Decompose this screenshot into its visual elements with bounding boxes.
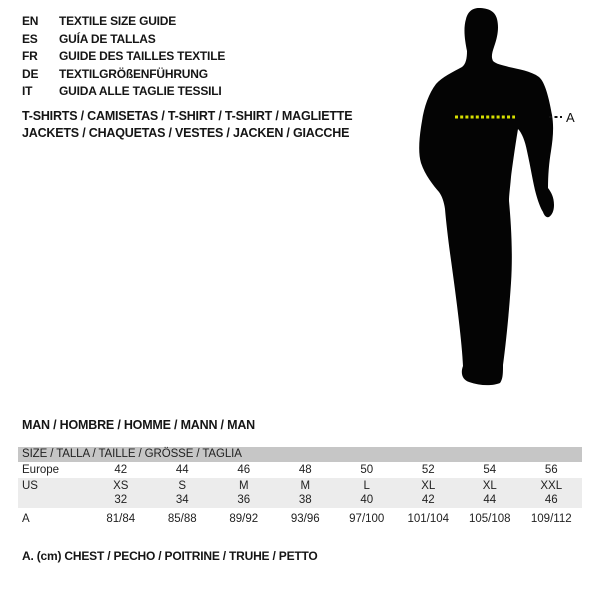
language-code: EN [22, 14, 39, 28]
table-row-us-letters [18, 479, 582, 493]
size-cell: 56 [544, 464, 558, 476]
section-title-man: MAN / HOMBRE / HOMME / MANN / MAN [22, 418, 255, 432]
size-cell: 46 [237, 464, 251, 476]
size-cell: 54 [483, 464, 497, 476]
measure-label-a: A [566, 110, 575, 125]
language-row [22, 83, 225, 101]
table-row-europe [18, 462, 582, 478]
size-cell: M [300, 480, 311, 492]
language-title-list [22, 13, 225, 101]
measure-footnote: A. (cm) CHEST / PECHO / POITRINE / TRUHE / PETTO [22, 549, 318, 563]
language-row [22, 66, 225, 84]
size-cell: 44 [483, 494, 497, 506]
size-cell: 109/112 [530, 512, 572, 525]
size-cell: 48 [298, 464, 312, 476]
language-code: IT [22, 84, 33, 98]
size-cell: 52 [421, 464, 435, 476]
language-row [22, 13, 225, 31]
language-title: GUÍA DE TALLAS [59, 31, 156, 46]
size-cell: 38 [298, 494, 312, 506]
row-label: Europe [22, 464, 60, 476]
size-cell: M [238, 480, 249, 492]
language-code: ES [22, 31, 38, 46]
table-row-chest-cm [18, 508, 582, 529]
size-cell: XL [482, 480, 497, 492]
size-cell: 44 [175, 464, 189, 476]
size-cell: 101/104 [407, 512, 450, 525]
garment-categories [22, 108, 352, 142]
size-cell: 42 [114, 464, 128, 476]
size-cell: 36 [237, 494, 251, 506]
man-silhouette [419, 8, 554, 385]
row-label: A [22, 512, 30, 525]
size-cell: 85/88 [167, 512, 197, 525]
size-cell: 32 [114, 494, 128, 506]
language-row [22, 31, 225, 49]
size-table [18, 447, 582, 529]
language-title: TEXTILGRÖßENFÜHRUNG [59, 66, 208, 81]
size-cell: 46 [544, 494, 558, 506]
language-title: TEXTILE SIZE GUIDE [59, 14, 177, 28]
size-cell: 97/100 [349, 512, 385, 525]
size-cell: 42 [421, 494, 435, 506]
size-cell: XS [113, 480, 129, 492]
size-cell: XL [421, 480, 436, 492]
language-title: GUIDA ALLE TAGLIE TESSILI [59, 84, 222, 98]
category-jackets: JACKETS / CHAQUETAS / VESTES / JACKEN / GIACCHE [22, 126, 350, 140]
size-cell: 81/84 [106, 512, 136, 525]
table-band-us [18, 478, 582, 508]
size-cell: L [363, 480, 370, 492]
size-cell: 93/96 [290, 512, 320, 525]
category-tshirts: T-SHIRTS / CAMISETAS / T-SHIRT / T-SHIRT / MAGLIETTE [22, 109, 353, 123]
table-header-bar: SIZE / TALLA / TAILLE / GRÖSSE / TAGLIA [18, 447, 582, 462]
size-cell: 50 [360, 464, 374, 476]
man-silhouette-illustration [405, 3, 583, 395]
size-cell: 89/92 [229, 512, 259, 525]
measurement-figure [405, 3, 583, 395]
size-cell: 34 [175, 494, 189, 506]
language-code: DE [22, 66, 39, 81]
row-label: US [22, 480, 38, 492]
size-cell: 105/108 [468, 512, 511, 525]
table-row-us-numbers [18, 493, 582, 507]
language-code: FR [22, 49, 38, 63]
size-cell: 40 [360, 494, 374, 506]
size-cell: S [178, 480, 187, 492]
language-title: GUIDE DES TAILLES TEXTILE [59, 49, 226, 63]
language-row [22, 48, 225, 66]
size-cell: XXL [540, 480, 563, 492]
